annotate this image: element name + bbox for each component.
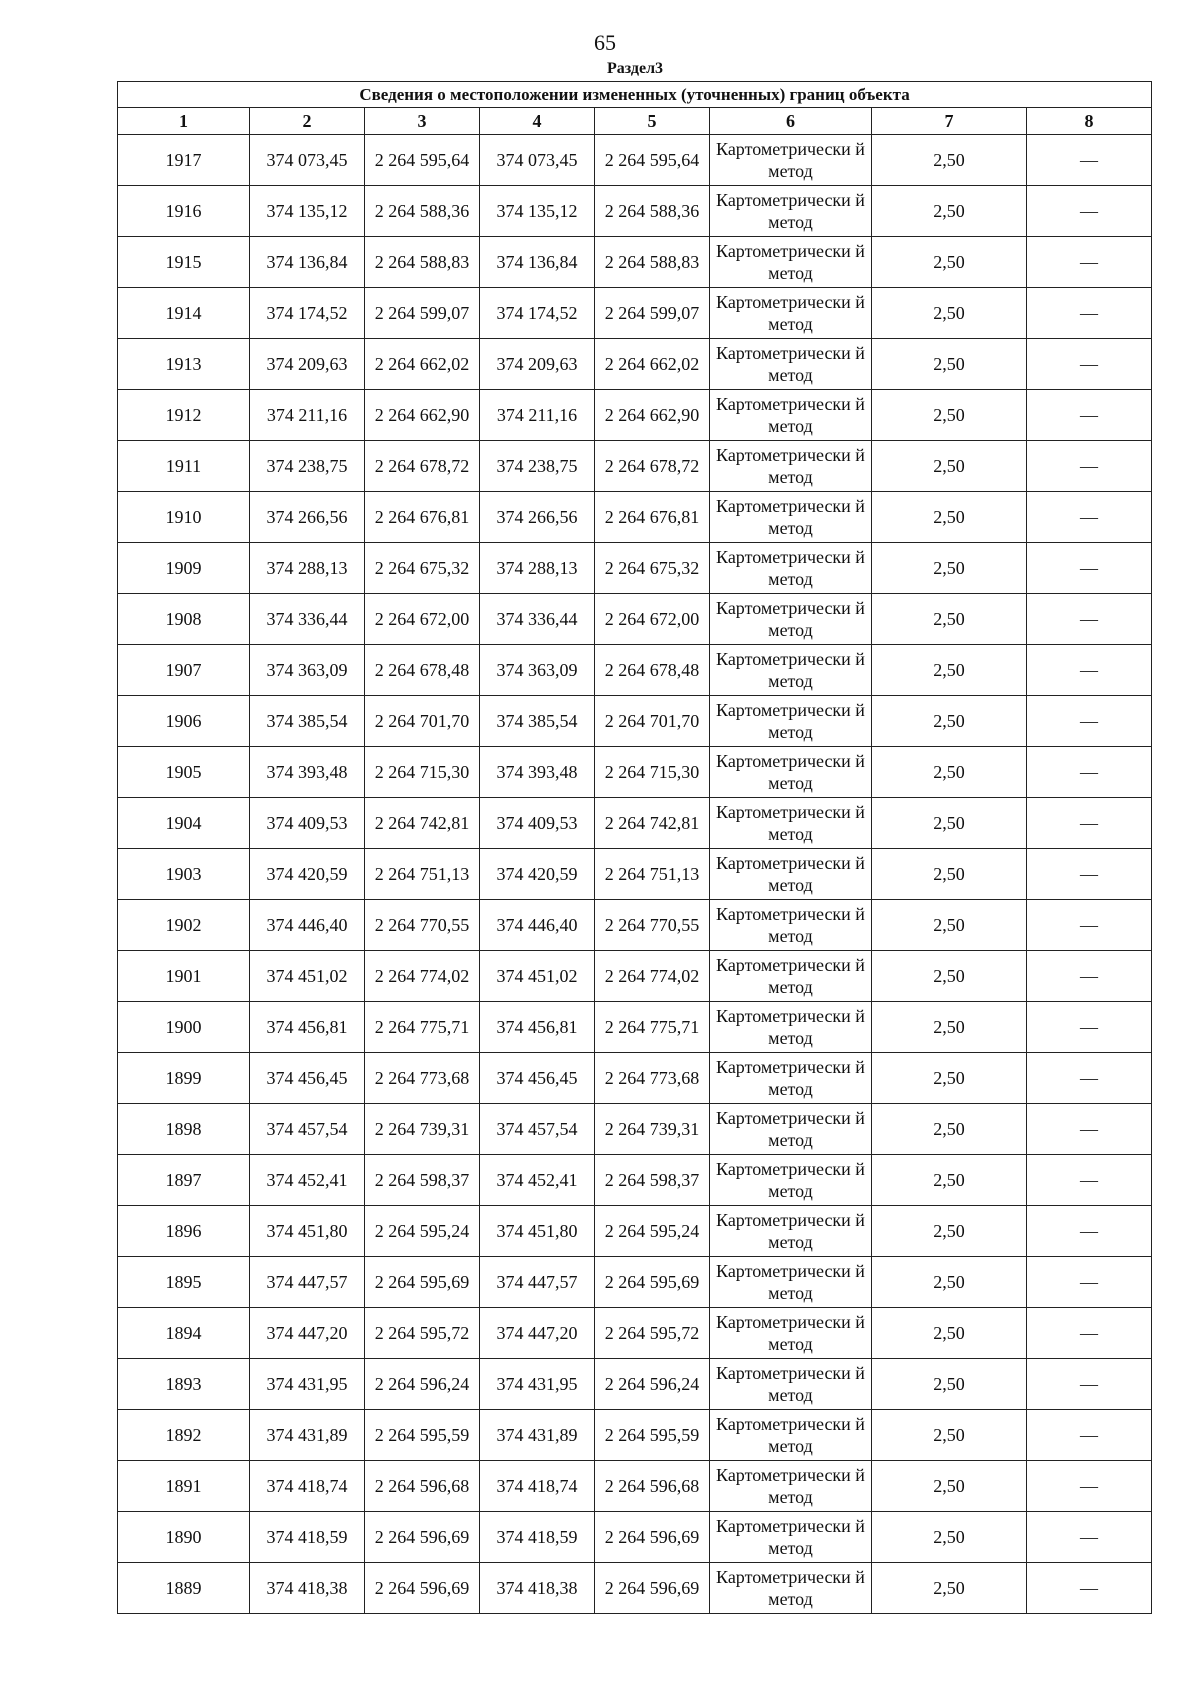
cell-y-existing: 2 264 595,69 <box>365 1257 480 1308</box>
cell-x-existing: 374 456,45 <box>250 1053 365 1104</box>
cell-x-new: 374 418,74 <box>480 1461 595 1512</box>
cell-x-new: 374 451,80 <box>480 1206 595 1257</box>
cell-y-existing: 2 264 599,07 <box>365 288 480 339</box>
cell-accuracy: 2,50 <box>872 798 1027 849</box>
table-row <box>118 696 1152 747</box>
cell-note: — <box>1027 798 1152 849</box>
table-row <box>118 237 1152 288</box>
cell-point-number: 1901 <box>118 951 250 1002</box>
cell-accuracy: 2,50 <box>872 288 1027 339</box>
cell-y-existing: 2 264 672,00 <box>365 594 480 645</box>
cell-y-new: 2 264 770,55 <box>595 900 710 951</box>
cell-method: Картометрически й метод <box>710 339 872 390</box>
cell-x-new: 374 073,45 <box>480 135 595 186</box>
table-row <box>118 1206 1152 1257</box>
cell-note: — <box>1027 951 1152 1002</box>
cell-point-number: 1906 <box>118 696 250 747</box>
cell-y-new: 2 264 596,69 <box>595 1563 710 1614</box>
cell-x-existing: 374 452,41 <box>250 1155 365 1206</box>
cell-accuracy: 2,50 <box>872 492 1027 543</box>
cell-x-existing: 374 135,12 <box>250 186 365 237</box>
cell-y-new: 2 264 672,00 <box>595 594 710 645</box>
cell-method: Картометрически й метод <box>710 492 872 543</box>
cell-accuracy: 2,50 <box>872 237 1027 288</box>
table-row <box>118 1563 1152 1614</box>
cell-y-new: 2 264 595,64 <box>595 135 710 186</box>
cell-note: — <box>1027 696 1152 747</box>
cell-x-existing: 374 209,63 <box>250 339 365 390</box>
cell-x-new: 374 136,84 <box>480 237 595 288</box>
cell-accuracy: 2,50 <box>872 1206 1027 1257</box>
cell-y-existing: 2 264 662,90 <box>365 390 480 441</box>
cell-point-number: 1891 <box>118 1461 250 1512</box>
cell-y-existing: 2 264 596,69 <box>365 1563 480 1614</box>
table-row <box>118 1512 1152 1563</box>
cell-x-existing: 374 211,16 <box>250 390 365 441</box>
table-row <box>118 1155 1152 1206</box>
column-header-1: 1 <box>118 108 250 135</box>
cell-y-new: 2 264 774,02 <box>595 951 710 1002</box>
column-header-row <box>118 108 1152 135</box>
cell-y-existing: 2 264 595,72 <box>365 1308 480 1359</box>
cell-note: — <box>1027 1104 1152 1155</box>
cell-point-number: 1915 <box>118 237 250 288</box>
cell-note: — <box>1027 594 1152 645</box>
cell-method: Картометрически й метод <box>710 1002 872 1053</box>
cell-accuracy: 2,50 <box>872 1359 1027 1410</box>
cell-x-existing: 374 457,54 <box>250 1104 365 1155</box>
cell-x-existing: 374 073,45 <box>250 135 365 186</box>
table-row <box>118 1257 1152 1308</box>
table-row <box>118 594 1152 645</box>
cell-note: — <box>1027 1053 1152 1104</box>
cell-note: — <box>1027 747 1152 798</box>
cell-x-new: 374 431,95 <box>480 1359 595 1410</box>
cell-x-new: 374 385,54 <box>480 696 595 747</box>
cell-point-number: 1889 <box>118 1563 250 1614</box>
cell-point-number: 1910 <box>118 492 250 543</box>
table-row <box>118 1410 1152 1461</box>
cell-y-new: 2 264 751,13 <box>595 849 710 900</box>
cell-x-existing: 374 456,81 <box>250 1002 365 1053</box>
cell-y-existing: 2 264 676,81 <box>365 492 480 543</box>
cell-x-existing: 374 409,53 <box>250 798 365 849</box>
cell-x-new: 374 135,12 <box>480 186 595 237</box>
cell-method: Картометрически й метод <box>710 1461 872 1512</box>
cell-x-new: 374 451,02 <box>480 951 595 1002</box>
cell-y-new: 2 264 595,72 <box>595 1308 710 1359</box>
cell-point-number: 1905 <box>118 747 250 798</box>
cell-note: — <box>1027 1257 1152 1308</box>
cell-x-new: 374 431,89 <box>480 1410 595 1461</box>
cell-x-existing: 374 431,89 <box>250 1410 365 1461</box>
cell-method: Картометрически й метод <box>710 1512 872 1563</box>
cell-point-number: 1894 <box>118 1308 250 1359</box>
cell-x-new: 374 409,53 <box>480 798 595 849</box>
cell-x-existing: 374 418,59 <box>250 1512 365 1563</box>
cell-accuracy: 2,50 <box>872 1308 1027 1359</box>
cell-x-existing: 374 418,74 <box>250 1461 365 1512</box>
cell-method: Картометрически й метод <box>710 849 872 900</box>
table-row <box>118 339 1152 390</box>
cell-y-existing: 2 264 595,64 <box>365 135 480 186</box>
cell-method: Картометрически й метод <box>710 645 872 696</box>
cell-note: — <box>1027 1563 1152 1614</box>
cell-accuracy: 2,50 <box>872 696 1027 747</box>
cell-note: — <box>1027 1410 1152 1461</box>
cell-x-existing: 374 385,54 <box>250 696 365 747</box>
cell-accuracy: 2,50 <box>872 543 1027 594</box>
table-row <box>118 1461 1152 1512</box>
cell-x-existing: 374 447,57 <box>250 1257 365 1308</box>
cell-accuracy: 2,50 <box>872 849 1027 900</box>
cell-y-existing: 2 264 595,24 <box>365 1206 480 1257</box>
cell-method: Картометрически й метод <box>710 696 872 747</box>
column-header-3: 3 <box>365 108 480 135</box>
cell-x-existing: 374 174,52 <box>250 288 365 339</box>
cell-y-new: 2 264 678,72 <box>595 441 710 492</box>
cell-x-new: 374 209,63 <box>480 339 595 390</box>
column-header-5: 5 <box>595 108 710 135</box>
column-header-6: 6 <box>710 108 872 135</box>
cell-method: Картометрически й метод <box>710 1053 872 1104</box>
cell-point-number: 1917 <box>118 135 250 186</box>
cell-x-new: 374 447,57 <box>480 1257 595 1308</box>
table-title-row <box>118 82 1152 108</box>
cell-method: Картометрически й метод <box>710 1155 872 1206</box>
cell-method: Картометрически й метод <box>710 1410 872 1461</box>
cell-x-existing: 374 288,13 <box>250 543 365 594</box>
cell-note: — <box>1027 1206 1152 1257</box>
cell-point-number: 1895 <box>118 1257 250 1308</box>
cell-accuracy: 2,50 <box>872 951 1027 1002</box>
cell-accuracy: 2,50 <box>872 135 1027 186</box>
cell-method: Картометрически й метод <box>710 237 872 288</box>
cell-accuracy: 2,50 <box>872 1461 1027 1512</box>
cell-point-number: 1897 <box>118 1155 250 1206</box>
cell-note: — <box>1027 849 1152 900</box>
table-row <box>118 798 1152 849</box>
table-row <box>118 135 1152 186</box>
cell-y-new: 2 264 595,59 <box>595 1410 710 1461</box>
cell-method: Картометрически й метод <box>710 186 872 237</box>
table-row <box>118 747 1152 798</box>
cell-x-existing: 374 446,40 <box>250 900 365 951</box>
cell-y-new: 2 264 598,37 <box>595 1155 710 1206</box>
cell-y-existing: 2 264 662,02 <box>365 339 480 390</box>
cell-note: — <box>1027 1308 1152 1359</box>
column-header-8: 8 <box>1027 108 1152 135</box>
cell-x-new: 374 363,09 <box>480 645 595 696</box>
cell-accuracy: 2,50 <box>872 900 1027 951</box>
cell-x-new: 374 452,41 <box>480 1155 595 1206</box>
cell-point-number: 1916 <box>118 186 250 237</box>
cell-point-number: 1913 <box>118 339 250 390</box>
cell-accuracy: 2,50 <box>872 747 1027 798</box>
cell-point-number: 1890 <box>118 1512 250 1563</box>
cell-point-number: 1914 <box>118 288 250 339</box>
cell-y-new: 2 264 596,24 <box>595 1359 710 1410</box>
cell-y-existing: 2 264 775,71 <box>365 1002 480 1053</box>
cell-x-existing: 374 266,56 <box>250 492 365 543</box>
cell-y-new: 2 264 595,24 <box>595 1206 710 1257</box>
cell-method: Картометрически й метод <box>710 441 872 492</box>
cell-note: — <box>1027 237 1152 288</box>
table-row <box>118 645 1152 696</box>
cell-y-existing: 2 264 715,30 <box>365 747 480 798</box>
cell-accuracy: 2,50 <box>872 1257 1027 1308</box>
cell-x-new: 374 418,59 <box>480 1512 595 1563</box>
cell-point-number: 1902 <box>118 900 250 951</box>
cell-y-new: 2 264 675,32 <box>595 543 710 594</box>
cell-y-existing: 2 264 678,72 <box>365 441 480 492</box>
cell-point-number: 1911 <box>118 441 250 492</box>
cell-accuracy: 2,50 <box>872 339 1027 390</box>
cell-y-existing: 2 264 588,36 <box>365 186 480 237</box>
cell-note: — <box>1027 543 1152 594</box>
cell-method: Картометрически й метод <box>710 951 872 1002</box>
cell-method: Картометрически й метод <box>710 1308 872 1359</box>
cell-x-new: 374 393,48 <box>480 747 595 798</box>
section-label: Раздел3 <box>606 60 664 77</box>
cell-y-new: 2 264 701,70 <box>595 696 710 747</box>
cell-y-new: 2 264 678,48 <box>595 645 710 696</box>
cell-note: — <box>1027 492 1152 543</box>
page-number: 65 <box>594 30 616 55</box>
cell-x-existing: 374 451,80 <box>250 1206 365 1257</box>
table-row <box>118 900 1152 951</box>
cell-method: Картометрически й метод <box>710 390 872 441</box>
cell-y-existing: 2 264 770,55 <box>365 900 480 951</box>
table-row <box>118 1308 1152 1359</box>
cell-point-number: 1900 <box>118 1002 250 1053</box>
table-row <box>118 390 1152 441</box>
cell-note: — <box>1027 288 1152 339</box>
cell-y-new: 2 264 588,36 <box>595 186 710 237</box>
cell-y-new: 2 264 775,71 <box>595 1002 710 1053</box>
cell-y-existing: 2 264 751,13 <box>365 849 480 900</box>
cell-note: — <box>1027 1512 1152 1563</box>
cell-accuracy: 2,50 <box>872 1155 1027 1206</box>
cell-x-existing: 374 431,95 <box>250 1359 365 1410</box>
cell-accuracy: 2,50 <box>872 645 1027 696</box>
cell-y-existing: 2 264 742,81 <box>365 798 480 849</box>
table-row <box>118 441 1152 492</box>
cell-y-new: 2 264 742,81 <box>595 798 710 849</box>
table-row <box>118 951 1152 1002</box>
cell-note: — <box>1027 645 1152 696</box>
cell-accuracy: 2,50 <box>872 186 1027 237</box>
column-header-2: 2 <box>250 108 365 135</box>
cell-accuracy: 2,50 <box>872 1512 1027 1563</box>
cell-y-new: 2 264 595,69 <box>595 1257 710 1308</box>
cell-y-existing: 2 264 739,31 <box>365 1104 480 1155</box>
cell-x-existing: 374 363,09 <box>250 645 365 696</box>
cell-method: Картометрически й метод <box>710 543 872 594</box>
cell-accuracy: 2,50 <box>872 1410 1027 1461</box>
cell-y-existing: 2 264 774,02 <box>365 951 480 1002</box>
cell-method: Картометрически й метод <box>710 135 872 186</box>
cell-y-new: 2 264 773,68 <box>595 1053 710 1104</box>
cell-x-new: 374 456,45 <box>480 1053 595 1104</box>
cell-y-new: 2 264 596,69 <box>595 1512 710 1563</box>
cell-y-new: 2 264 599,07 <box>595 288 710 339</box>
table-row <box>118 543 1152 594</box>
cell-x-existing: 374 420,59 <box>250 849 365 900</box>
cell-x-new: 374 336,44 <box>480 594 595 645</box>
cell-point-number: 1896 <box>118 1206 250 1257</box>
table-row <box>118 1359 1152 1410</box>
cell-y-new: 2 264 739,31 <box>595 1104 710 1155</box>
cell-note: — <box>1027 900 1152 951</box>
cell-point-number: 1899 <box>118 1053 250 1104</box>
cell-y-new: 2 264 662,02 <box>595 339 710 390</box>
cell-y-existing: 2 264 598,37 <box>365 1155 480 1206</box>
cell-point-number: 1898 <box>118 1104 250 1155</box>
cell-y-existing: 2 264 678,48 <box>365 645 480 696</box>
cell-note: — <box>1027 1155 1152 1206</box>
column-header-7: 7 <box>872 108 1027 135</box>
cell-point-number: 1908 <box>118 594 250 645</box>
cell-accuracy: 2,50 <box>872 1104 1027 1155</box>
cell-note: — <box>1027 441 1152 492</box>
table-row <box>118 849 1152 900</box>
cell-x-new: 374 288,13 <box>480 543 595 594</box>
table-title: Сведения о местоположении измененных (уточненных) границ объекта <box>118 82 1152 108</box>
cell-point-number: 1903 <box>118 849 250 900</box>
cell-note: — <box>1027 186 1152 237</box>
table-row <box>118 288 1152 339</box>
cell-x-existing: 374 238,75 <box>250 441 365 492</box>
cell-point-number: 1893 <box>118 1359 250 1410</box>
cell-x-new: 374 447,20 <box>480 1308 595 1359</box>
cell-y-existing: 2 264 701,70 <box>365 696 480 747</box>
cell-x-new: 374 456,81 <box>480 1002 595 1053</box>
cell-note: — <box>1027 1002 1152 1053</box>
cell-y-new: 2 264 588,83 <box>595 237 710 288</box>
cell-y-new: 2 264 715,30 <box>595 747 710 798</box>
cell-method: Картометрически й метод <box>710 747 872 798</box>
cell-point-number: 1904 <box>118 798 250 849</box>
cell-x-existing: 374 418,38 <box>250 1563 365 1614</box>
cell-x-new: 374 211,16 <box>480 390 595 441</box>
cell-accuracy: 2,50 <box>872 1563 1027 1614</box>
cell-point-number: 1909 <box>118 543 250 594</box>
cell-note: — <box>1027 1461 1152 1512</box>
table-row <box>118 186 1152 237</box>
cell-point-number: 1892 <box>118 1410 250 1461</box>
cell-x-existing: 374 393,48 <box>250 747 365 798</box>
cell-method: Картометрически й метод <box>710 1563 872 1614</box>
cell-x-new: 374 420,59 <box>480 849 595 900</box>
cell-x-new: 374 238,75 <box>480 441 595 492</box>
cell-accuracy: 2,50 <box>872 390 1027 441</box>
cell-note: — <box>1027 339 1152 390</box>
cell-y-existing: 2 264 675,32 <box>365 543 480 594</box>
cell-method: Картометрически й метод <box>710 1257 872 1308</box>
cell-note: — <box>1027 390 1152 441</box>
cell-accuracy: 2,50 <box>872 1002 1027 1053</box>
cell-method: Картометрически й метод <box>710 900 872 951</box>
cell-y-existing: 2 264 595,59 <box>365 1410 480 1461</box>
cell-x-existing: 374 447,20 <box>250 1308 365 1359</box>
cell-y-existing: 2 264 773,68 <box>365 1053 480 1104</box>
cell-x-new: 374 446,40 <box>480 900 595 951</box>
table-row <box>118 1104 1152 1155</box>
column-header-4: 4 <box>480 108 595 135</box>
cell-x-new: 374 418,38 <box>480 1563 595 1614</box>
cell-y-existing: 2 264 588,83 <box>365 237 480 288</box>
cell-x-existing: 374 451,02 <box>250 951 365 1002</box>
cell-point-number: 1912 <box>118 390 250 441</box>
cell-y-existing: 2 264 596,68 <box>365 1461 480 1512</box>
cell-y-new: 2 264 662,90 <box>595 390 710 441</box>
cell-x-new: 374 266,56 <box>480 492 595 543</box>
cell-y-existing: 2 264 596,24 <box>365 1359 480 1410</box>
cell-x-existing: 374 136,84 <box>250 237 365 288</box>
cell-x-existing: 374 336,44 <box>250 594 365 645</box>
table-row <box>118 492 1152 543</box>
cell-y-existing: 2 264 596,69 <box>365 1512 480 1563</box>
cell-x-new: 374 457,54 <box>480 1104 595 1155</box>
cell-point-number: 1907 <box>118 645 250 696</box>
table-row <box>118 1002 1152 1053</box>
table-row <box>118 1053 1152 1104</box>
cell-accuracy: 2,50 <box>872 1053 1027 1104</box>
cell-x-new: 374 174,52 <box>480 288 595 339</box>
cell-method: Картометрически й метод <box>710 798 872 849</box>
cell-method: Картометрически й метод <box>710 1104 872 1155</box>
cell-method: Картометрически й метод <box>710 1206 872 1257</box>
cell-note: — <box>1027 1359 1152 1410</box>
cell-accuracy: 2,50 <box>872 441 1027 492</box>
coordinates-table <box>117 81 1152 1614</box>
cell-y-new: 2 264 596,68 <box>595 1461 710 1512</box>
table-body <box>118 135 1152 1614</box>
cell-y-new: 2 264 676,81 <box>595 492 710 543</box>
cell-note: — <box>1027 135 1152 186</box>
cell-accuracy: 2,50 <box>872 594 1027 645</box>
cell-method: Картометрически й метод <box>710 594 872 645</box>
cell-method: Картометрически й метод <box>710 1359 872 1410</box>
cell-method: Картометрически й метод <box>710 288 872 339</box>
